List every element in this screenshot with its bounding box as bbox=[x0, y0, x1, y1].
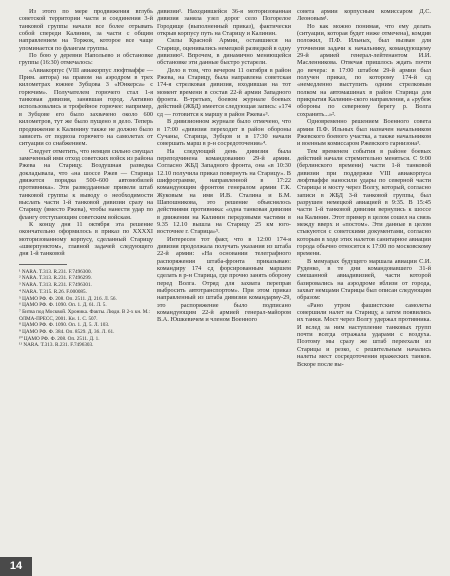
body-paragraph: дивизии¹. Находившейся 36-я моторизованная дивизия заняла узел дорог село Погорелое Городище (выполненный приказ), фактически открыв корпусу путь на Старицу и Калинин. bbox=[157, 8, 291, 38]
body-paragraph: Интересен тот факт, что в 12:00 174-я дивизия продолжала получать указания из штаба 22-й армии: «На основании телеграфного распоряжения штаба-фронта приказываю: командиру 174 сд форсированным маршем сделать в р-н Старица, где прочно занять оборону перед Волга. Отряд для захвата переправ выбросить автотранспортом». При этом приказ направленный из штаба дивизии командарму-29, это распоряжение было подписано командующим 22-й армией генерал-майором В.А. Юшкевичем и членом Военного bbox=[157, 235, 291, 324]
body-paragraph: К концу дня 11 октября эта решение окончательно оформилось в приказ по XXXXI моторизованному корпусу, сделанный Старицу «шверпунктом», главной задачей следующего дня 1-й танковой bbox=[19, 220, 153, 258]
middle-column bbox=[157, 8, 291, 324]
footnote: ⁹ ЦАМО РФ. Ф. 384. Оп. 8529. Д. 36. Л. 61. bbox=[19, 329, 115, 336]
body-paragraph: Силы Красной Армии, оставшиеся на Старице, оценивались немецкой разведкой в одну дивизию². Впрочем, в динамично меняющейся обстановке эти данные быстро устарели. bbox=[157, 37, 291, 67]
body-paragraph: На следующий день дивизия была переподчинена командованию 29-й армии. Согласно ЖБД Западного фронта, она «в 10:30 12.10 получила приказ повернуть на Старицу». В шифрограмме, направленной в 17:22 командующим фронтом генералом армии Г.К. Жуковым на имя И.В. Сталина и Б.М. Шапошникова, это решение объяснялось действиями противника: «одна танковая дивизия в движении на Калинин передовыми частями в 9.35 12.10 вышла на Старицу 25 км юго-восточнее г. Старица»⁵. bbox=[157, 147, 291, 236]
body-paragraph: По бою у деревни Напольево и обстановке группы (16:30) отмечалось: bbox=[19, 52, 153, 67]
body-paragraph: В дивизионном журнале было отмечено, что в 17:00 «дивизия переходит в район обороны Сучаны, Старица, Зубцов и в 17:30 начали совершать марш в р-н сосредоточения»⁴. bbox=[157, 118, 291, 148]
footnote: ⁵ ЦАМО РФ. Ф. 208. Оп. 2511. Д. 216. Л. 56. bbox=[19, 295, 117, 302]
body-paragraph: Одновременно решением Военного совета армии П.Ф. Ильных был назначен начальником Ржевского боевого участка, а также начальником и военным комиссаром Ржевского гарнизона³. bbox=[297, 118, 431, 148]
body-paragraph: совета армии корпусным комиссаром Д.С. Леоновым¹. bbox=[297, 8, 431, 23]
footnote: ³ NARA. T.313. R.231. F.7496301. bbox=[19, 282, 92, 289]
footnote: ² NARA. T.313. R.231. F.7496299. bbox=[19, 275, 92, 282]
body-paragraph: Дело в том, что вечером 11 октября в район Ржева, на Старицу, была направлена советская 174-я стрелковая дивизия, входившая на тот момент времени в состав 22-й армии Западного фронта. В-третьих, боевом журнале боевых действий (ЖБД) имеется следующая запись: «174 сд — готовится к маршу в район Ржева»³. bbox=[157, 66, 291, 118]
right-column bbox=[297, 8, 431, 368]
footnote: ¹⁰ ЦАМО РФ. Ф. 208. Оп. 2511. Д. 1. bbox=[19, 335, 100, 342]
body-paragraph: Но как можно понимая, что ему делать (ситуации, которая будет ниже отмечена), комдив положил, П.Ф. Ильных, был вызван для уточнения задачи к начальнику, командующему 29-й армией генерал-лейтенантом И.И. Масленникова. Отвечая пришлось ждать почти до вечера: в 17:00 штабом 29-й армии был получен приказ, по которому 174-й сд «немедленно выступить одним стрелковым полком на автомашинах в район Старица для прикрытия Калинин-ского направления, а «рубеж обороны по северному берегу р. Волга сохранить...»². bbox=[297, 22, 431, 118]
page-number: 14 bbox=[0, 557, 32, 576]
quote-paragraph: «Рано утром фашистские самолеты совершили налет на Старицу, а затем появились их танки. Мост через Волгу удержал противника. И вслед за ним наступление танковых групп почти всегда отражала ударами с воздуха. Поэтому мы сразу же штаб переехали из Старицы и резко, с решительным начались налеты мест сосредоточения вражеских танков. Вскоре после вы- bbox=[297, 301, 431, 368]
body-paragraph: Следует отметить, что немцев сильно смущал замеченный ими отход советских войск из района Ржева на Старицу. Воздушная разведка докладывала, что «на шоссе Ржев — Старица движется порядка 500–600 автомобилей противника». Эти разведданные привели штаб танковой группы к выводу о необходимости выслать части 1-й танковой дивизии сразу на Старицу (вместо Ржева), чтобы нанести удар по флангу отступающим советским войскам. bbox=[19, 147, 153, 221]
body-paragraph: В мемуарах будущего маршала авиации С.И. Руденко, в те дни командовавшего 31-й смешанной авиадивизией, части которой базировались на аэродроме вблизи от города, захват немцами Старицы был описан следующим образом: bbox=[297, 257, 431, 302]
footnote: ⁴ NARA. T.315. R.26. F.000085. bbox=[19, 288, 87, 295]
footnote: ⁸ ЦАМО РФ. Ф. 1090. Оп. 1. Д. 5. Л. 103. bbox=[19, 322, 110, 329]
body-paragraph: Тем временем события в районе боевых действий начали стремительно меняться. С 9:00 (берлинского времени) части 1-й танковой дивизии при поддержке VIII авиакорпуса люфтваффе наносили удары по северной части Старицы и мосту через Волгу, который, согласно записи в ЖБД 3-й танковой группы, был разрушен немецкой авиацией в 9:35. В 15:45 части 1-й танковой дивизии вернулись к шоссе на Калинин. Этот пример в целом сошел на связь между вверх и «постом». Эти данные в целом стыкуются с советскими документами, согласно которым в ходе этих налетов санитарное авиации города обычно относятся к 17:00 по московскому времени. bbox=[297, 147, 431, 258]
quote-paragraph: «Авиакорпус (VIII авиакорпус люфтваффе — Прим. автора) на правом на аэродром в трех километрах южнее Зубцова 3 «Юнкерса» с горючим». Получателем горючего стал 1-я танковая дивизия, занявшая город. Активно использовались и трофейное горючее: например, в Зубцове его было захвачено около 600 километров, тут же было пущено в дело. Теперь продвижение к Калинину также не должно было зависеть от подвоза горючего на самолетах от ситуации со снабжением. bbox=[19, 66, 153, 148]
footnote: ¹¹ NARA. T.313. R.231. F.7496303. bbox=[19, 342, 94, 349]
footnote: ¹ NARA. T.313. R.231. F.7496300. bbox=[19, 268, 92, 275]
footnote: ⁷ Битва под Москвой. Хроника. Факты. Люди. В 2-х кн. М.: ОЛМА-ПРЕСС, 2001. Кн. 1. С. 507. bbox=[19, 308, 151, 322]
footnote: ⁶ ЦАМО РФ. Ф. 1090. Оп. 1. Д. 61. Л. 5. bbox=[19, 302, 107, 309]
body-paragraph: Из этого по мере продвижения вглубь советской территории части и соединения 3-й танковой группы начали все более отрывать собой спереди Калинин, за части с общим направлением на Торжок, которое все чаще упоминается по флангам группы. bbox=[19, 8, 153, 52]
footnote-separator bbox=[19, 264, 67, 265]
left-column bbox=[19, 8, 153, 349]
footnotes bbox=[19, 269, 153, 349]
